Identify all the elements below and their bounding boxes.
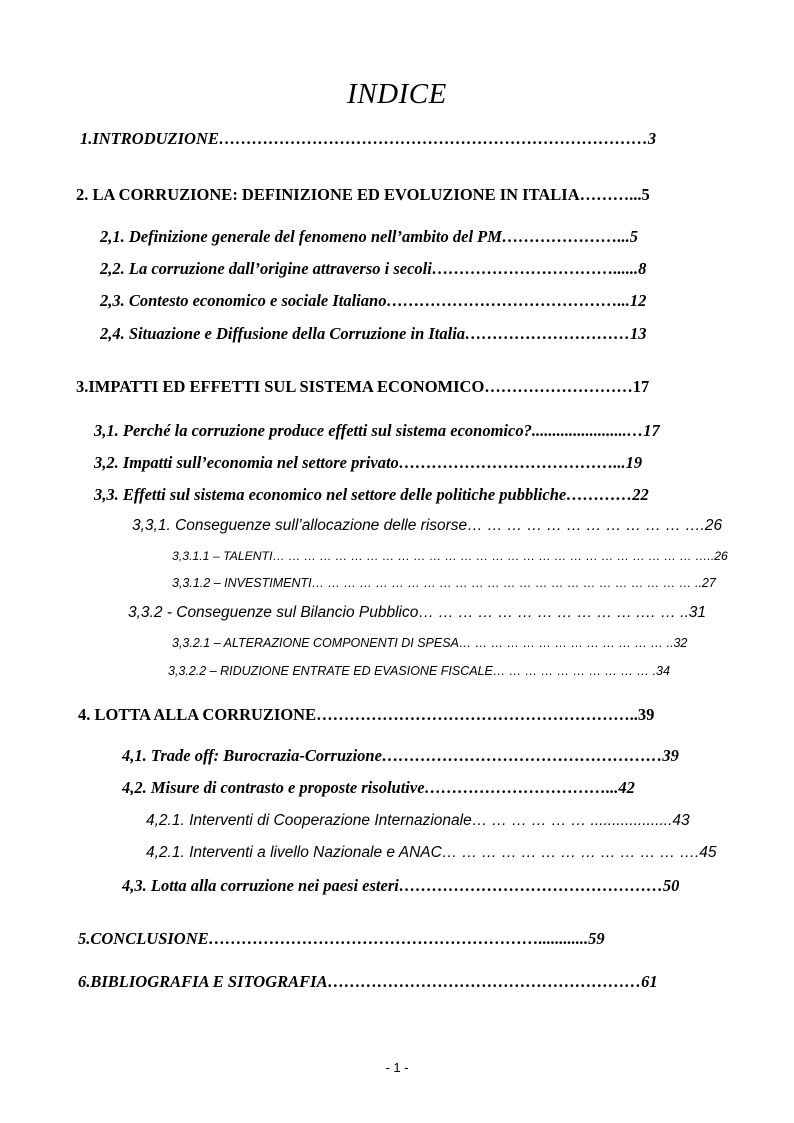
toc-entry-3-3-2: 3,3.2 - Conseguenze sul Bilancio Pubblico… … … … … … … … … … … .… … ..31 <box>128 604 707 621</box>
toc-entry-3-3-1: 3,3,1. Conseguenze sull’allocazione delle risorse… … … … … … … … … … … ….26 <box>132 517 723 534</box>
toc-entry-4-1: 4,1. Trade off: Burocrazia-Corruzione……………………………………………39 <box>122 746 679 765</box>
toc-entry-3: 3.IMPATTI ED EFFETTI SUL SISTEMA ECONOMICO………………………17 <box>76 377 650 396</box>
toc-entry-4-2-1a: 4,2.1. Interventi di Cooperazione Internazionale… … … … … … ...................43 <box>146 812 690 829</box>
toc-entry-4-2-1b: 4,2.1. Interventi a livello Nazionale e ANAC… … … … … … … … … … … … ….45 <box>146 844 717 861</box>
toc-entry-3-3-2-1: 3,3.2.1 – ALTERAZIONE COMPONENTI DI SPESA… … … … … … … … … … … … … ..32 <box>172 636 688 650</box>
toc-entry-3-3: 3,3. Effetti sul sistema economico nel settore delle politiche pubbliche…………22 <box>94 485 649 504</box>
toc-entry-4-2: 4,2. Misure di contrasto e proposte risolutive……………………………...42 <box>122 778 635 797</box>
toc-entry-1: 1.INTRODUZIONE……………………………………………………………………3 <box>80 129 657 148</box>
toc-entry-3-3-1-1: 3,3.1.1 – TALENTI… … … … … … … … … … … … … … … … … … … … … … … … … … … …..26 <box>172 549 728 563</box>
toc-entry-2-4: 2,4. Situazione e Diffusione della Corruzione in Italia…………………………13 <box>100 324 647 343</box>
toc-entry-2: 2. LA CORRUZIONE: DEFINIZIONE ED EVOLUZIONE IN ITALIA………...5 <box>76 185 650 204</box>
toc-entry-2-3: 2,3. Contesto economico e sociale Italiano……………………………………...12 <box>100 291 647 310</box>
toc-entry-6: 6.BIBLIOGRAFIA E SITOGRAFIA…………………………………………………61 <box>78 972 658 991</box>
toc-entry-2-2: 2,2. La corruzione dall’origine attraverso i secoli……………………………......8 <box>100 259 647 278</box>
page-title: INDICE <box>347 78 447 110</box>
toc-entry-5: 5.CONCLUSIONE……………………………………………………............59 <box>78 929 605 948</box>
toc-entry-3-3-1-2: 3,3.1.2 – INVESTIMENTI… … … … … … … … … … … … … … … … … … … … … … … … ..27 <box>172 576 716 590</box>
toc-entry-4: 4. LOTTA ALLA CORRUZIONE…………………………………………………..39 <box>78 705 655 724</box>
toc-entry-2-1: 2,1. Definizione generale del fenomeno nell’ambito del PM…………………...5 <box>100 227 639 246</box>
toc-entry-3-1: 3,1. Perché la corruzione produce effetti sul sistema economico?.......................…17 <box>94 421 660 440</box>
page-number: - 1 - <box>385 1060 409 1075</box>
toc-entry-3-2: 3,2. Impatti sull’economia nel settore privato…………………………………...19 <box>94 453 643 472</box>
toc-entry-3-3-2-2: 3,3.2.2 – RIDUZIONE ENTRATE ED EVASIONE FISCALE… … … … … … … … … … .34 <box>168 664 670 678</box>
toc-entry-4-3: 4,3. Lotta alla corruzione nei paesi esteri…………………………………………50 <box>122 876 680 895</box>
